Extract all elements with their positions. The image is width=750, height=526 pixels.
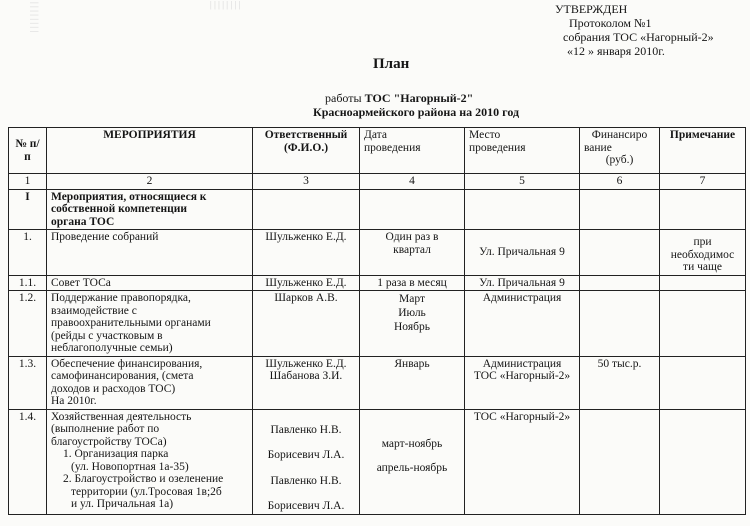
row-event-line: благоустройству ТОСа)	[51, 435, 167, 448]
approval-assembly: собрания ТОС «Нагорный-2»	[563, 30, 714, 44]
row-date-line: Июль	[398, 307, 426, 319]
empty-cell	[660, 409, 746, 514]
row-subitem: 2. Благоустройство и озеленение	[63, 473, 224, 485]
table-row	[9, 409, 746, 514]
row-place-line: ТОС «Нагорный-2»	[473, 370, 571, 382]
approval-stamp	[555, 2, 714, 58]
empty-cell	[580, 275, 660, 291]
table-row	[9, 291, 746, 357]
row-date-line: Март	[399, 293, 425, 305]
header-note: Примечание	[660, 128, 746, 174]
section-title-line: Мероприятия, относящиеся к	[51, 190, 207, 203]
row-place-line: Администрация	[482, 357, 562, 370]
plan-table	[8, 127, 746, 515]
row-event-line: На 2010г.	[51, 395, 97, 407]
header-date	[360, 128, 465, 174]
section-row	[9, 189, 746, 230]
row-responsible	[253, 409, 360, 514]
row-date-line: Один раз в	[385, 231, 439, 243]
header-finance-1: Финансиро	[591, 129, 648, 141]
row-finance: 50 тыс.р.	[580, 356, 660, 409]
row-event-line: неблагополучные семьи)	[51, 342, 173, 354]
row-date	[360, 409, 465, 514]
row-place: Ул. Причальная 9	[465, 230, 580, 276]
row-responsible: Шульженко Е.Д.	[253, 275, 360, 291]
header-finance-3: (руб.)	[605, 154, 634, 166]
header-finance-2: вание	[584, 141, 612, 154]
row-note-line: при	[693, 236, 712, 248]
approval-heading: УТВЕРЖДЕН	[555, 2, 628, 16]
row-date-line: март-ноябрь	[381, 437, 443, 450]
empty-cell	[360, 189, 465, 230]
row-date: 1 раза в месяц	[360, 275, 465, 291]
empty-cell	[580, 409, 660, 514]
row-date-line: квартал	[393, 243, 431, 256]
row-num: 1.	[9, 230, 47, 276]
row-date-line: Ноябрь	[394, 321, 430, 333]
subtitle-line-2: Красноармейского района на 2010 год	[313, 105, 520, 119]
row-place: Ул. Причальная 9	[465, 275, 580, 291]
header-date-sub: проведения	[364, 141, 421, 154]
row-date	[360, 291, 465, 357]
row-responsible-line: Павленко Н.В.	[270, 474, 342, 487]
subtitle-org: ТОС "Нагорный-2"	[364, 91, 474, 105]
empty-cell	[660, 275, 746, 291]
header-num: № п/п	[9, 128, 47, 174]
row-event-line: взаимодействие с	[51, 304, 137, 317]
col-number: 3	[253, 174, 360, 190]
row-place: ТОС «Нагорный-2»	[465, 409, 580, 514]
row-responsible-line: Шабанова З.И.	[269, 370, 343, 382]
row-date-line: апрель-ноябрь	[376, 462, 448, 474]
row-responsible	[253, 356, 360, 409]
row-num: 1.4.	[9, 409, 47, 514]
approval-date: «12 » января 2010г.	[567, 44, 665, 58]
row-event	[47, 356, 253, 409]
row-note	[660, 230, 746, 276]
row-event-line: правоохранительными органами	[51, 317, 211, 329]
row-event-line: самофинансирования, (смета	[51, 370, 194, 382]
header-events: МЕРОПРИЯТИЯ	[47, 128, 253, 174]
header-place-sub: проведения	[469, 141, 526, 154]
approval-protocol: Протоколом №1	[569, 16, 652, 30]
col-number: 6	[580, 174, 660, 190]
section-title-line: собственной компетенции	[51, 203, 188, 215]
row-subitem: 1. Организация парка	[63, 448, 169, 460]
row-event-line: доходов и расходов ТОС)	[51, 382, 176, 395]
header-place	[465, 128, 580, 174]
row-event: Совет ТОСа	[47, 275, 253, 291]
row-place: Администрация	[465, 291, 580, 357]
table-row	[9, 230, 746, 276]
col-number: 5	[465, 174, 580, 190]
section-num: I	[9, 189, 47, 230]
row-finance	[580, 230, 660, 276]
empty-cell	[465, 189, 580, 230]
row-event	[47, 291, 253, 357]
row-date	[360, 230, 465, 276]
header-finance	[580, 128, 660, 174]
header-place-label: Место	[469, 129, 501, 141]
row-responsible-line: Борисевич Л.А.	[267, 449, 345, 461]
table-header-row	[9, 128, 746, 174]
row-num: 1.2.	[9, 291, 47, 357]
header-responsible-fio: (Ф.И.О.)	[283, 141, 329, 154]
row-event-line: (рейды с участковым в	[51, 329, 163, 342]
row-event-line: Обеспечение финансирования,	[51, 357, 203, 370]
row-event: Проведение собраний	[47, 230, 253, 276]
empty-cell	[253, 189, 360, 230]
row-subitem: и ул. Причальная 1а)	[71, 498, 174, 510]
col-number: 7	[660, 174, 746, 190]
row-date: Январь	[360, 356, 465, 409]
row-subitem: (ул. Новопортная 1а-35)	[71, 460, 189, 473]
row-place	[465, 356, 580, 409]
row-responsible-line: Борисевич Л.А.	[267, 500, 345, 512]
subtitle-line-1	[325, 91, 473, 106]
header-date-label: Дата	[364, 129, 387, 141]
row-responsible-line: Павленко Н.В.	[270, 423, 342, 436]
section-title-line: органа ТОС	[51, 215, 115, 228]
section-title	[47, 189, 253, 230]
column-numbers-row	[9, 174, 746, 190]
subtitle-prefix: работы	[325, 91, 365, 105]
row-responsible: Шульженко Е.Д.	[253, 230, 360, 276]
header-responsible-label: Ответственный	[264, 129, 348, 141]
row-event-line: Поддержание правопорядка,	[51, 292, 191, 304]
row-event-line: (выполнение работ по	[51, 423, 160, 435]
row-note-line: ти чаще	[683, 261, 722, 273]
table-row	[9, 356, 746, 409]
col-number: 1	[9, 174, 47, 190]
row-responsible-line: Шульженко Е.Д.	[265, 357, 347, 370]
row-note-line: необходимос	[670, 248, 735, 261]
col-number: 2	[47, 174, 253, 190]
empty-cell	[660, 291, 746, 357]
empty-cell	[580, 291, 660, 357]
row-event-line: Хозяйственная деятельность	[51, 410, 192, 423]
row-subitem: территории (ул.Тросовая 1в;2б	[71, 485, 222, 498]
empty-cell	[660, 356, 746, 409]
row-responsible: Шарков А.В.	[253, 291, 360, 357]
row-num: 1.1.	[9, 275, 47, 291]
col-number: 4	[360, 174, 465, 190]
row-event	[47, 409, 253, 514]
empty-cell	[660, 189, 746, 230]
bleed-through-text: | | | | | | | |	[210, 1, 241, 11]
page-title: План	[373, 56, 410, 72]
header-responsible	[253, 128, 360, 174]
bleed-through-text: | | | | | | | |	[30, 2, 40, 33]
table-row	[9, 275, 746, 291]
row-num: 1.3.	[9, 356, 47, 409]
empty-cell	[580, 189, 660, 230]
